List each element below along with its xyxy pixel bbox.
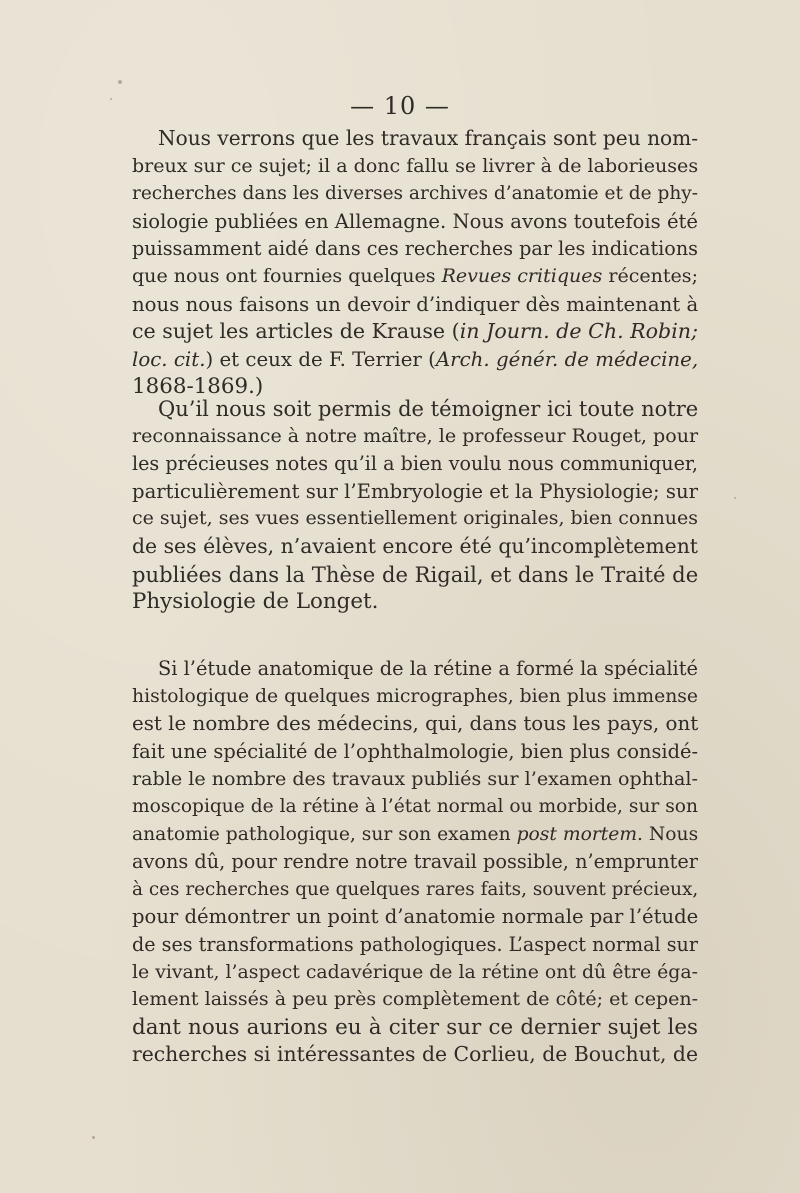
- text-line: [132, 263, 698, 291]
- text-line: recherches si intéressantes de Corlieu, de Bouchut, de: [132, 1042, 698, 1067]
- text-line: Physiologie de Longet.: [132, 589, 379, 615]
- text-line: Si l’étude anatomique de la rétine a formé la spécialité: [158, 657, 698, 680]
- text-run: ) et ceux de F. Terrier (: [205, 347, 436, 371]
- paper-speck: [734, 497, 736, 499]
- text-line: 1868-1869.): [132, 374, 264, 400]
- text-line: siologie publiées en Allemagne. Nous avons toutefois été: [132, 209, 698, 233]
- paragraph-retina-study: [132, 655, 698, 1069]
- text-line: les précieuses notes qu’il a bien voulu nous communiquer,: [132, 452, 698, 476]
- text-line: ce sujet, ses vues essentiellement originales, bien connues: [132, 507, 698, 530]
- text-line: le vivant, l’aspect cadavérique de la rétine ont dû être éga-: [132, 960, 698, 983]
- text-run: . Nous: [637, 823, 699, 845]
- text-line: à ces recherches que quelques rares faits, souvent précieux,: [132, 878, 699, 900]
- text-line: moscopique de la rétine à l’état normal ou morbide, sur son: [132, 795, 698, 817]
- italic-phrase: post mortem: [516, 823, 638, 845]
- text-line: histologique de quelques micrographes, bien plus immense: [132, 685, 699, 707]
- text-line: reconnaissance à notre maître, le professeur Rouget, pour: [132, 424, 699, 447]
- text-line: Qu’il nous soit permis de témoigner ici toute notre: [158, 396, 699, 421]
- text-line: Nous verrons que les travaux français sont peu nom-: [158, 126, 698, 150]
- italic-citation: Arch. génér. de médecine,: [435, 347, 699, 371]
- text-line: lement laissés à peu près complètement de côté; et cepen-: [132, 988, 699, 1011]
- text-line: de ses transformations pathologiques. L’aspect normal sur: [132, 932, 698, 956]
- text-line: de ses élèves, n’avaient encore été qu’incomplètement: [132, 533, 698, 558]
- text-run: anatomie pathologique, sur son examen: [132, 823, 517, 845]
- text-line: fait une spécialité de l’ophthalmologie, bien plus considé-: [132, 739, 698, 763]
- text-line: dant nous aurions eu à citer sur ce dernier sujet les: [132, 1014, 698, 1040]
- text-line: rable le nombre des travaux publiés sur l’examen ophthal-: [132, 767, 698, 791]
- text-line: [132, 318, 698, 346]
- text-line: puissamment aidé dans ces recherches par les indications: [132, 237, 698, 261]
- text-line: publiées dans la Thèse de Rigail, et dans le Traité de: [132, 561, 699, 587]
- paper-speck: [92, 1136, 95, 1139]
- text-run: que nous ont fournies quelques: [132, 264, 442, 287]
- text-line: breux sur ce sujet; il a donc fallu se livrer à de laborieuses: [132, 154, 699, 177]
- text-line: [132, 821, 698, 849]
- text-line: nous nous faisons un devoir d’indiquer dès maintenant à: [132, 292, 699, 316]
- paragraph-intro-sources: [132, 125, 698, 401]
- text-line: pour démontrer un point d’anatomie normale par l’étude: [132, 905, 699, 929]
- text-line: avons dû, pour rendre notre travail possible, n’emprunter: [132, 850, 698, 874]
- text-line: est le nombre des médecins, qui, dans tous les pays, ont: [132, 712, 699, 736]
- text-line: particulièrement sur l’Embryologie et la Physiologie; sur: [132, 479, 698, 503]
- paper-speck: [118, 80, 122, 84]
- text-line: recherches dans les diverses archives d’anatomie et de phy-: [132, 183, 698, 205]
- text-run: ce sujet les articles de Krause (: [132, 319, 460, 344]
- text-line: [132, 346, 698, 374]
- italic-citation: loc. cit.: [132, 347, 206, 371]
- text-run: récentes;: [602, 264, 698, 287]
- paragraph-acknowledgement: [132, 395, 698, 616]
- italic-citation: in Journ. de Ch. Robin;: [459, 319, 698, 344]
- page-number: — 10 —: [350, 92, 450, 120]
- italic-title: Revues critiques: [441, 264, 603, 287]
